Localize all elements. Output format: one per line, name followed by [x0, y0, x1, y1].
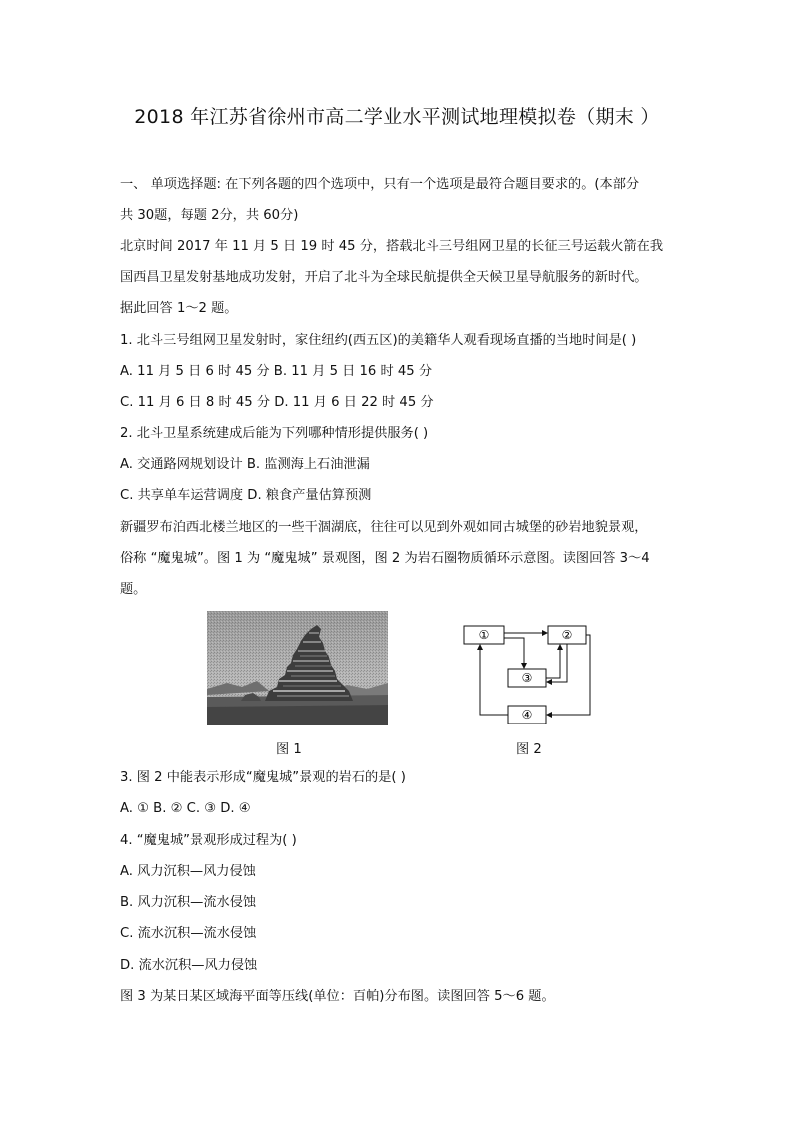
question-3: 3. 图 2 中能表示形成“魔鬼城”景观的岩石的是( )	[120, 770, 406, 785]
question-3-options: A. ① B. ② C. ③ D. ④	[120, 801, 251, 816]
figure-1-caption: 图 1	[276, 742, 302, 757]
question-2-options-cd: C. 共享单车运营调度 D. 粮食产量估算预测	[120, 488, 372, 503]
figure-2-caption: 图 2	[516, 742, 542, 757]
passage-2-line-1: 新疆罗布泊西北楼兰地区的一些干涸湖底，往往可以见到外观如同古城堡的砂岩地貌景观，	[120, 520, 648, 535]
section-heading-line-2: 共 30题，每题 2分，共 60分)	[120, 208, 299, 223]
passage-2-line-2: 俗称 “魔鬼城”。图 1 为 “魔鬼城” 景观图，图 2 为岩石圈物质循环示意图。读图回答 3～4	[120, 551, 650, 566]
passage-1-line-2: 国西昌卫星发射基地成功发射，开启了北斗为全球民航提供全天候卫星导航服务的新时代。	[120, 270, 648, 285]
arrow-1-to-3	[504, 638, 524, 668]
question-1: 1. 北斗三号组网卫星发射时，家住纽约(西五区)的美籍华人观看现场直播的当地时间是( )	[120, 333, 637, 348]
diagram-box-4-label: ④	[521, 708, 533, 722]
question-2-options-ab: A. 交通路网规划设计 B. 监测海上石油泄漏	[120, 457, 370, 472]
diagram-box-3-label: ③	[521, 671, 533, 685]
diagram-box-1-label: ①	[478, 628, 490, 642]
section-heading-line-1: 一、 单项选择题: 在下列各题的四个选项中，只有一个选项是最符合题目要求的。(本部分	[120, 177, 640, 192]
question-4: 4. “魔鬼城”景观形成过程为( )	[120, 833, 297, 848]
question-4-option-d: D. 流水沉积—风力侵蚀	[120, 958, 258, 973]
question-2: 2. 北斗卫星系统建成后能为下列哪种情形提供服务( )	[120, 426, 429, 441]
passage-2-line-3: 题。	[120, 582, 147, 597]
arrow-2-to-4	[547, 635, 590, 715]
arrow-2-to-3	[547, 644, 567, 682]
rock-cycle-diagram	[460, 620, 592, 724]
passage-1-line-3: 据此回答 1～2 题。	[120, 301, 238, 316]
arrow-4-to-1	[480, 645, 508, 715]
question-1-options-cd: C. 11 月 6 日 8 时 45 分 D. 11 月 6 日 22 时 45 分	[120, 395, 434, 410]
passage-3-line-1: 图 3 为某日某区域海平面等压线(单位：百帕)分布图。读图回答 5～6 题。	[120, 989, 555, 1004]
yardang-landscape-photo	[207, 611, 388, 725]
question-4-option-a: A. 风力沉积—风力侵蚀	[120, 864, 256, 879]
question-4-option-c: C. 流水沉积—流水侵蚀	[120, 926, 257, 941]
question-4-option-b: B. 风力沉积—流水侵蚀	[120, 895, 257, 910]
question-1-options-ab: A. 11 月 5 日 6 时 45 分 B. 11 月 5 日 16 时 45 分	[120, 364, 433, 379]
arrow-3-to-2	[546, 645, 560, 678]
diagram-box-2-label: ②	[561, 628, 573, 642]
page-title: 2018 年江苏省徐州市高二学业水平测试地理模拟卷（期末 ）	[134, 106, 660, 128]
passage-1-line-1: 北京时间 2017 年 11 月 5 日 19 时 45 分，搭载北斗三号组网卫星的长征三号运载火箭在我	[120, 239, 664, 254]
